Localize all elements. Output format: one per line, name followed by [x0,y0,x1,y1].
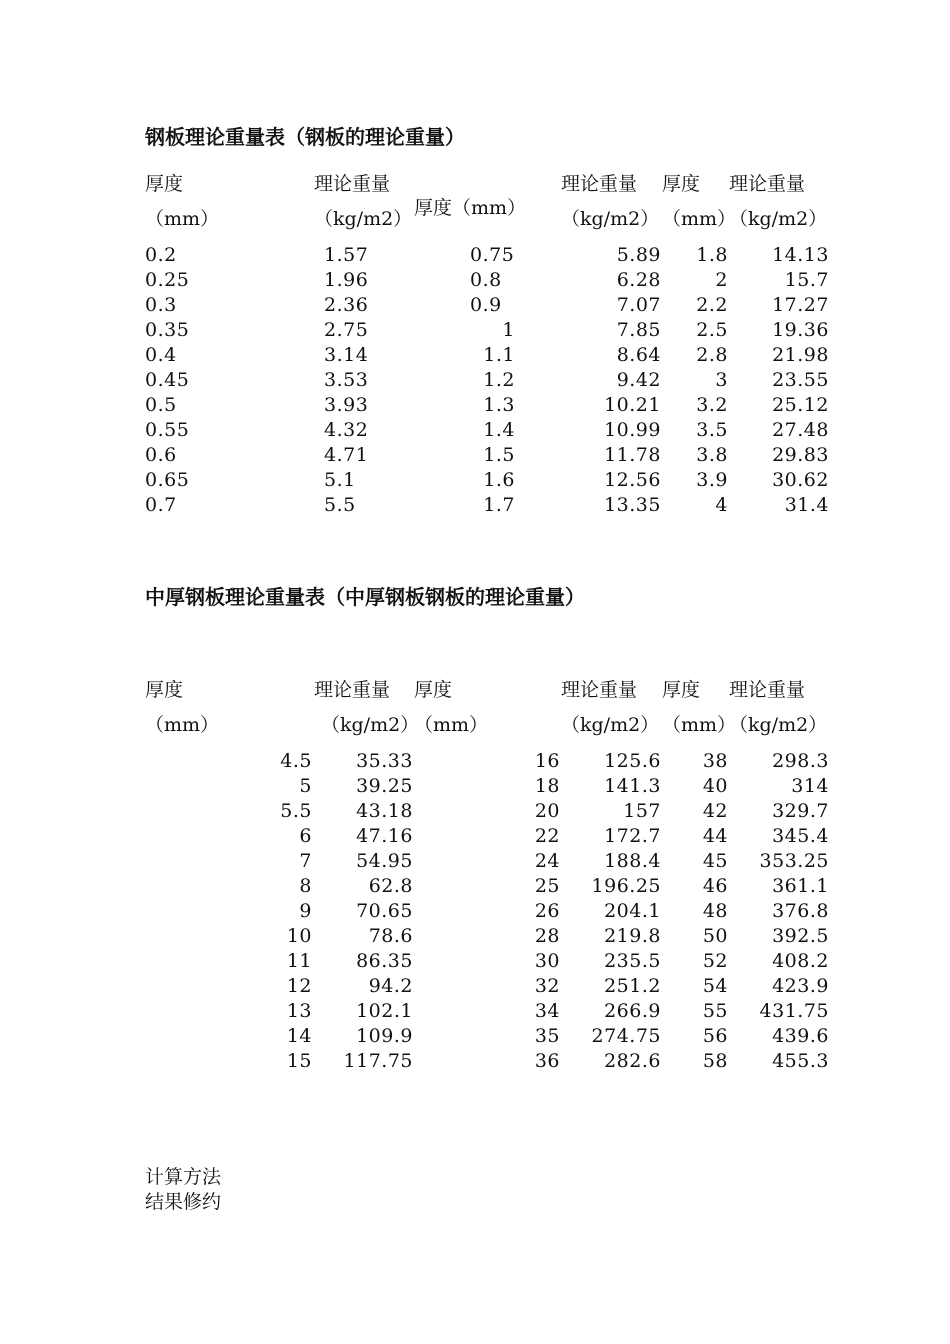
t2-cell-weight-3: 361.1 [772,875,829,897]
t1-cell-thickness-3: 2.2 [696,294,728,316]
t2-cell-thickness: 8 [299,875,312,897]
t2-cell-thickness-3: 48 [702,900,728,922]
t2-cell-weight-2: 266.9 [604,1000,661,1022]
t2-cell-thickness-3: 50 [702,925,728,947]
t1-cell-thickness-3: 3.9 [696,469,728,491]
table2-header-thickness-2-unit: （mm） [414,714,489,736]
table2-header-weight: 理论重量 [314,679,391,701]
t2-cell-weight: 78.6 [368,925,413,947]
t1-cell-thickness: 0.4 [145,344,177,366]
t1-cell-weight: 3.14 [324,344,369,366]
t2-cell-weight-2: 172.7 [604,825,661,847]
t1-cell-weight-3: 27.48 [772,419,829,441]
t2-cell-weight-2: 251.2 [604,975,661,997]
t1-cell-thickness-3: 1.8 [696,244,728,266]
t1-cell-thickness: 0.2 [145,244,177,266]
t1-cell-thickness-3: 2 [715,269,728,291]
t2-cell-thickness-3: 44 [702,825,728,847]
t2-cell-weight-2: 204.1 [604,900,661,922]
t2-cell-thickness-3: 54 [702,975,728,997]
table1-header-thickness-unit: （mm） [145,208,220,230]
t1-cell-thickness-2: 1.6 [483,469,515,491]
t2-cell-weight-3: 314 [791,775,829,797]
t2-cell-weight-2: 157 [623,800,661,822]
t1-cell-thickness-2: 1.3 [483,394,515,416]
t2-cell-thickness-2: 20 [534,800,560,822]
t2-cell-weight-3: 392.5 [772,925,829,947]
footer-calc-method: 计算方法 [145,1166,222,1188]
table1-header-thickness-mm: 厚度（mm） [414,197,527,219]
table2-header-weight-3-unit: （kg/m2） [729,714,828,736]
t2-cell-weight-3: 353.25 [759,850,829,872]
table2-header-weight-2: 理论重量 [561,679,638,701]
t1-cell-weight-2: 9.42 [616,369,661,391]
t1-cell-weight: 5.1 [324,469,356,491]
t2-cell-weight: 86.35 [356,950,413,972]
t2-cell-weight-2: 274.75 [591,1025,661,1047]
t1-cell-weight-3: 15.7 [784,269,829,291]
t2-cell-thickness: 7 [299,850,312,872]
t1-cell-thickness: 0.65 [145,469,190,491]
t2-cell-thickness: 13 [286,1000,312,1022]
t2-cell-thickness-2: 18 [534,775,560,797]
t2-cell-weight: 39.25 [356,775,413,797]
t2-cell-weight: 62.8 [368,875,413,897]
t1-cell-thickness-3: 3.8 [696,444,728,466]
table2-header-thickness-3: 厚度 [662,679,701,701]
t2-cell-weight: 102.1 [356,1000,413,1022]
t2-cell-thickness: 15 [286,1050,312,1072]
t1-cell-weight-3: 19.36 [772,319,829,341]
t2-cell-weight-2: 141.3 [604,775,661,797]
t1-cell-thickness-3: 4 [715,494,728,516]
t1-cell-thickness-2: 1.4 [483,419,515,441]
t2-cell-thickness: 10 [286,925,312,947]
t2-cell-weight-3: 376.8 [772,900,829,922]
footer-result-rounding: 结果修约 [145,1191,222,1213]
t2-cell-weight-2: 188.4 [604,850,661,872]
t1-cell-thickness-2: 1 [502,319,515,341]
t1-cell-weight: 4.71 [324,444,369,466]
t2-cell-weight-2: 282.6 [604,1050,661,1072]
t2-cell-weight-3: 455.3 [772,1050,829,1072]
table1-header-thickness-3-unit: （mm） [662,208,737,230]
t2-cell-thickness-3: 38 [702,750,728,772]
t2-cell-weight: 47.16 [356,825,413,847]
table2-header-thickness-3-unit: （mm） [662,714,737,736]
t2-cell-thickness-3: 55 [702,1000,728,1022]
t2-cell-weight-3: 439.6 [772,1025,829,1047]
table1-header-thickness: 厚度 [145,173,184,195]
t1-cell-thickness-2: 1.7 [483,494,515,516]
t2-cell-weight: 43.18 [356,800,413,822]
t2-cell-thickness-2: 24 [534,850,560,872]
t2-cell-weight-3: 431.75 [759,1000,829,1022]
t2-cell-thickness-2: 35 [534,1025,560,1047]
t1-cell-thickness-3: 2.5 [696,319,728,341]
table1-header-weight: 理论重量 [314,173,391,195]
t1-cell-thickness: 0.45 [145,369,190,391]
t1-cell-thickness-2: 1.5 [483,444,515,466]
table2-header-weight-2-unit: （kg/m2） [561,714,660,736]
t1-cell-weight: 5.5 [324,494,356,516]
t1-cell-thickness: 0.6 [145,444,177,466]
t1-cell-weight-3: 23.55 [772,369,829,391]
t2-cell-thickness: 11 [286,950,312,972]
t2-cell-weight-3: 408.2 [772,950,829,972]
table1-header-weight-3: 理论重量 [729,173,806,195]
t1-cell-weight: 1.57 [324,244,369,266]
table2-header-thickness-unit: （mm） [145,714,220,736]
t2-cell-thickness-2: 26 [534,900,560,922]
t1-cell-weight-2: 7.07 [616,294,661,316]
t1-cell-thickness: 0.7 [145,494,177,516]
table1-header-weight-unit: （kg/m2） [314,208,413,230]
t1-cell-thickness-3: 3.5 [696,419,728,441]
t1-cell-weight-2: 6.28 [616,269,661,291]
table2-header-weight-3: 理论重量 [729,679,806,701]
t1-cell-weight-2: 8.64 [616,344,661,366]
t2-cell-thickness-2: 22 [534,825,560,847]
t2-cell-thickness-3: 52 [702,950,728,972]
t2-cell-thickness-3: 46 [702,875,728,897]
t1-cell-weight-2: 10.99 [604,419,661,441]
t1-cell-weight: 2.36 [324,294,369,316]
t2-cell-weight-3: 298.3 [772,750,829,772]
t2-cell-weight-3: 345.4 [772,825,829,847]
t2-cell-thickness-2: 32 [534,975,560,997]
table2-header-weight-unit: （kg/m2） [321,714,420,736]
t2-cell-thickness: 4.5 [280,750,312,772]
t2-cell-weight: 70.65 [356,900,413,922]
t1-cell-weight-2: 10.21 [604,394,661,416]
t2-cell-weight: 117.75 [343,1050,413,1072]
t1-cell-thickness-2: 0.8 [470,269,502,291]
t2-cell-weight-2: 125.6 [604,750,661,772]
t1-cell-thickness: 0.25 [145,269,190,291]
t2-cell-weight: 94.2 [368,975,413,997]
t2-cell-weight: 35.33 [356,750,413,772]
table1-title: 钢板理论重量表（钢板的理论重量） [145,125,465,149]
t2-cell-thickness: 5 [299,775,312,797]
t1-cell-weight: 4.32 [324,419,369,441]
t2-cell-thickness-2: 25 [534,875,560,897]
t1-cell-thickness-3: 3.2 [696,394,728,416]
t1-cell-thickness-2: 0.75 [470,244,515,266]
t2-cell-thickness: 12 [286,975,312,997]
t1-cell-thickness: 0.35 [145,319,190,341]
t1-cell-thickness-3: 2.8 [696,344,728,366]
t2-cell-weight: 109.9 [356,1025,413,1047]
t1-cell-weight-2: 11.78 [604,444,661,466]
t2-cell-thickness-3: 45 [702,850,728,872]
t1-cell-weight-2: 7.85 [616,319,661,341]
t1-cell-thickness: 0.5 [145,394,177,416]
t2-cell-thickness: 6 [299,825,312,847]
t1-cell-weight-3: 25.12 [772,394,829,416]
table1-header-weight-3-unit: （kg/m2） [729,208,828,230]
t2-cell-thickness-2: 16 [534,750,560,772]
t1-cell-weight: 3.53 [324,369,369,391]
t2-cell-weight-2: 196.25 [591,875,661,897]
t2-cell-weight-3: 329.7 [772,800,829,822]
table1-header-weight-2: 理论重量 [561,173,638,195]
t2-cell-thickness-2: 34 [534,1000,560,1022]
t2-cell-thickness-3: 56 [702,1025,728,1047]
t1-cell-weight: 1.96 [324,269,369,291]
t2-cell-thickness: 14 [286,1025,312,1047]
t1-cell-weight: 3.93 [324,394,369,416]
t1-cell-thickness-2: 1.2 [483,369,515,391]
t1-cell-weight-2: 12.56 [604,469,661,491]
t2-cell-thickness: 9 [299,900,312,922]
table2-header-thickness-2: 厚度 [414,679,453,701]
table1-header-weight-2-unit: （kg/m2） [561,208,660,230]
t2-cell-weight-2: 219.8 [604,925,661,947]
t1-cell-thickness-3: 3 [715,369,728,391]
t1-cell-thickness-2: 0.9 [470,294,502,316]
table2-title: 中厚钢板理论重量表（中厚钢板钢板的理论重量） [145,585,585,609]
t2-cell-thickness-3: 42 [702,800,728,822]
t1-cell-thickness: 0.55 [145,419,190,441]
t2-cell-thickness-2: 36 [534,1050,560,1072]
t1-cell-weight-3: 30.62 [772,469,829,491]
t2-cell-thickness: 5.5 [280,800,312,822]
t2-cell-thickness-3: 40 [702,775,728,797]
t1-cell-weight-3: 31.4 [784,494,829,516]
t2-cell-thickness-2: 28 [534,925,560,947]
t2-cell-weight-2: 235.5 [604,950,661,972]
t2-cell-weight-3: 423.9 [772,975,829,997]
t1-cell-weight: 2.75 [324,319,369,341]
t2-cell-weight: 54.95 [356,850,413,872]
t1-cell-weight-3: 17.27 [772,294,829,316]
table1-header-thickness-3: 厚度 [662,173,701,195]
t1-cell-weight-2: 13.35 [604,494,661,516]
table2-header-thickness: 厚度 [145,679,184,701]
t2-cell-thickness-2: 30 [534,950,560,972]
t1-cell-weight-2: 5.89 [616,244,661,266]
t1-cell-weight-3: 29.83 [772,444,829,466]
t2-cell-thickness-3: 58 [702,1050,728,1072]
t1-cell-weight-3: 14.13 [772,244,829,266]
t1-cell-weight-3: 21.98 [772,344,829,366]
t1-cell-thickness: 0.3 [145,294,177,316]
t1-cell-thickness-2: 1.1 [483,344,515,366]
